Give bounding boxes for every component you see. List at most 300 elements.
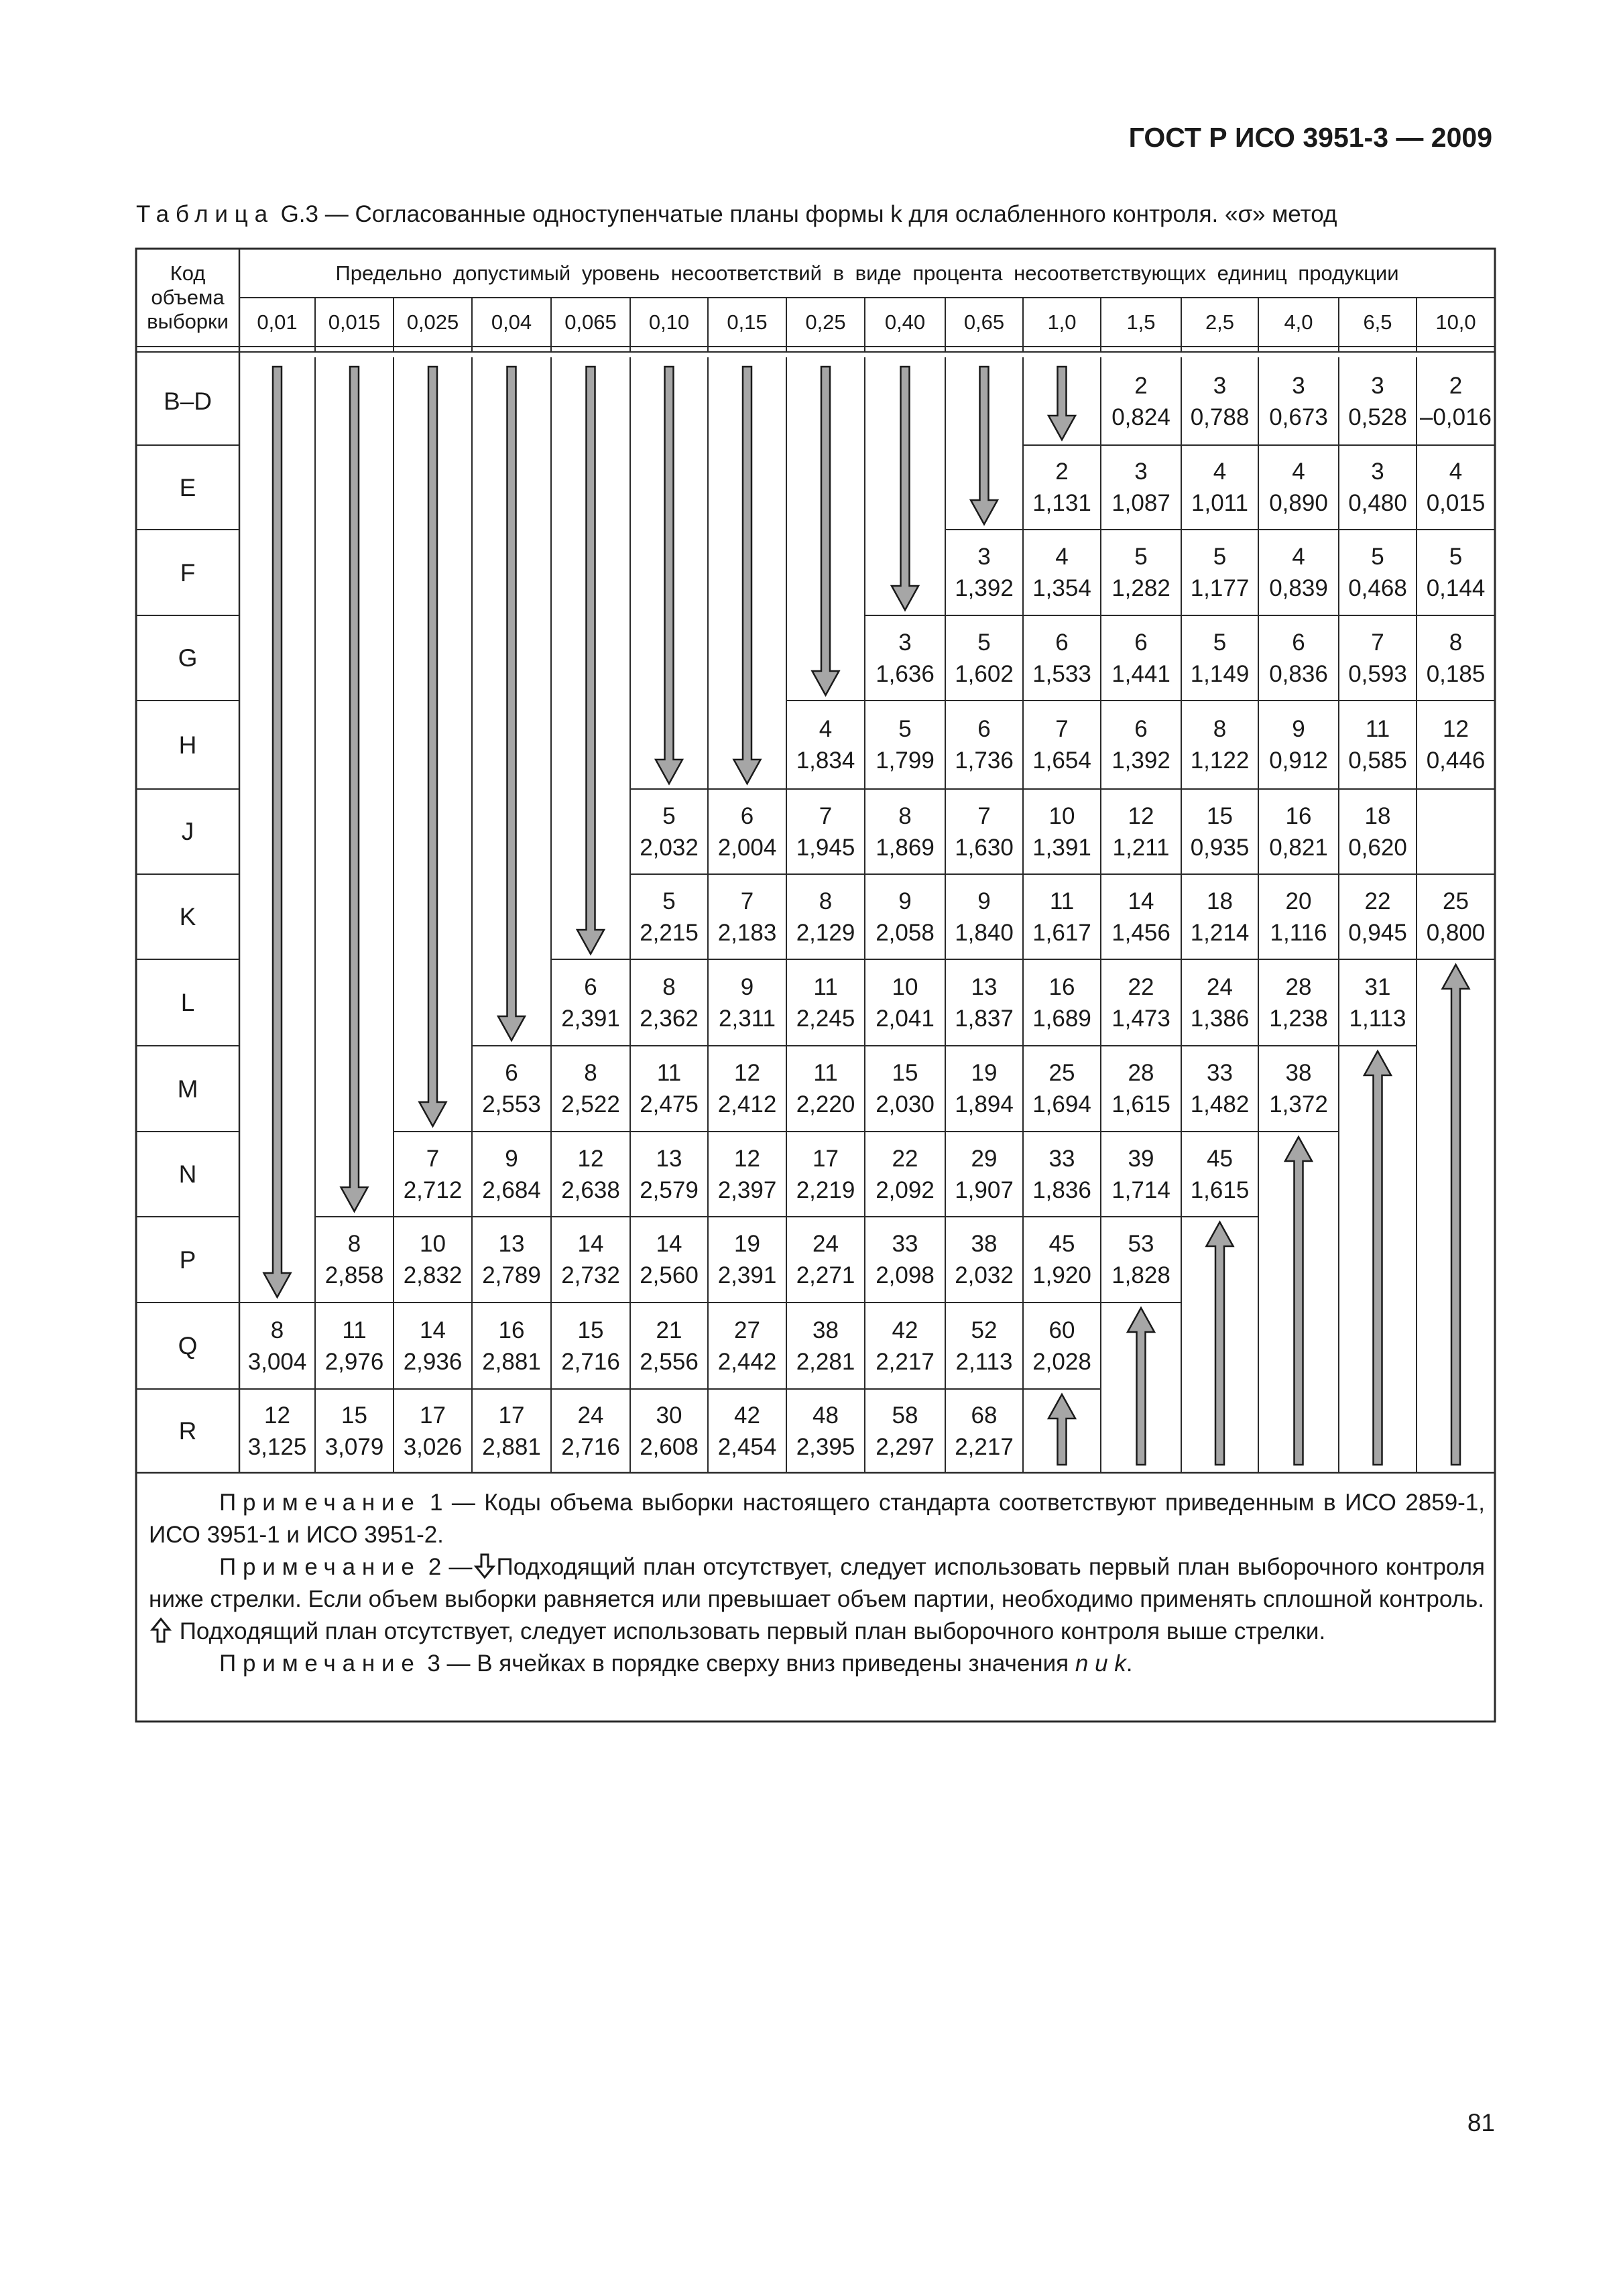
value-cell: [945, 959, 1023, 1046]
value-cell-line: 4: [1449, 459, 1463, 485]
value-cell-line: 2,004: [717, 834, 777, 861]
value-cell-line: 11: [342, 1317, 367, 1343]
value-cell-line: 8: [1213, 716, 1227, 742]
row-code-3: G: [178, 644, 198, 672]
value-cell-line: 12: [264, 1402, 290, 1429]
value-cell-line: 7: [977, 802, 991, 829]
value-cell-line: 19: [734, 1231, 760, 1257]
note-up-text: Подходящий план отсутствует, следует использовать первый план выборочного контроля выше стрелки.: [179, 1618, 1326, 1644]
value-cell-line: 7: [1055, 716, 1069, 742]
value-cell: [1417, 357, 1495, 445]
value-cell: [945, 1217, 1023, 1303]
down-arrow-icon: [971, 367, 998, 524]
value-cell-line: 22: [1128, 973, 1154, 1000]
row-code-0: B–D: [164, 387, 212, 415]
value-cell-line: 2,058: [876, 919, 935, 946]
row-code-8: M: [177, 1075, 198, 1103]
down-arrow-icon: [734, 367, 761, 784]
value-cell-line: 2,684: [482, 1176, 541, 1203]
value-cell-line: 2,281: [796, 1348, 855, 1375]
value-cell-line: 0,468: [1348, 575, 1407, 601]
value-cell: [394, 1389, 472, 1473]
value-cell-line: 1,392: [955, 575, 1014, 601]
value-cell-line: 1,177: [1190, 575, 1250, 601]
value-cell: [708, 1132, 786, 1217]
code-column-header: Код объема выборки: [147, 261, 229, 333]
value-cell-line: 2,522: [561, 1091, 620, 1117]
value-cell-line: 0,912: [1269, 747, 1328, 774]
value-cell-line: 1,836: [1032, 1176, 1091, 1203]
down-arrow-icon: [656, 367, 682, 784]
note-3-text: 3 — В ячейках в порядке сверху вниз приведены значения: [427, 1650, 1069, 1677]
value-cell: [1023, 445, 1101, 530]
up-arrow-icon: [1443, 965, 1469, 1465]
value-cell: [865, 789, 945, 874]
value-cell: [551, 1046, 630, 1132]
value-cell-line: 5: [1213, 544, 1227, 570]
value-cell: [1258, 701, 1339, 789]
value-cell-line: 8: [819, 888, 833, 914]
value-cell-line: 3: [1371, 459, 1384, 485]
value-cell-line: 6: [1055, 629, 1069, 656]
value-cell: [1023, 1217, 1101, 1303]
value-cell-line: 0,585: [1348, 747, 1407, 774]
value-cell: [1339, 874, 1417, 959]
value-cell-line: 14: [1128, 888, 1154, 914]
value-cell-line: 1,894: [955, 1091, 1014, 1117]
value-cell: [708, 789, 786, 874]
note-2-label: Примечание: [219, 1554, 421, 1580]
value-cell-line: 1,714: [1111, 1176, 1170, 1203]
value-cell: [472, 1217, 551, 1303]
value-cell-line: 1,617: [1032, 919, 1091, 946]
value-cell-line: 0,945: [1348, 919, 1407, 946]
value-cell-line: 2: [1449, 372, 1463, 399]
value-cell-line: 7: [740, 888, 754, 914]
value-cell-line: 13: [498, 1231, 525, 1257]
down-arrow-icon: [420, 367, 446, 1126]
value-cell-line: 1,654: [1032, 747, 1091, 774]
value-cell-line: 2,395: [796, 1433, 855, 1460]
note-1-label: Примечание: [219, 1490, 421, 1516]
value-cell-line: 7: [819, 802, 833, 829]
value-cell-line: 5: [662, 802, 676, 829]
value-cell: [708, 1389, 786, 1473]
value-cell: [1258, 445, 1339, 530]
value-cell: [1258, 789, 1339, 874]
value-cell-line: 29: [971, 1145, 998, 1172]
up-arrow-icon: [1048, 1394, 1075, 1465]
value-cell-line: 15: [1207, 802, 1233, 829]
value-cell: [630, 1046, 708, 1132]
note-3-k: k: [1114, 1650, 1126, 1677]
value-cell-line: 22: [892, 1145, 918, 1172]
down-arrow-icon: [264, 367, 291, 1297]
value-cell-line: 5: [662, 888, 676, 914]
value-cell: [786, 1389, 865, 1473]
value-cell: [945, 789, 1023, 874]
value-cell-line: 2,129: [796, 919, 855, 946]
value-cell: [786, 874, 865, 959]
value-cell-line: 3,026: [403, 1433, 463, 1460]
value-cell: [1417, 530, 1495, 615]
value-cell-line: 2,217: [876, 1348, 935, 1375]
value-cell-line: 1,837: [955, 1005, 1014, 1032]
value-cell: [1181, 789, 1258, 874]
value-cell-line: 1,238: [1269, 1005, 1328, 1032]
value-cell: [1339, 445, 1417, 530]
aql-header-1: 0,015: [328, 310, 381, 334]
value-cell: [1181, 959, 1258, 1046]
value-cell-line: 2,638: [561, 1176, 620, 1203]
value-cell-line: 0,673: [1269, 404, 1328, 430]
value-cell: [239, 1303, 315, 1389]
value-cell-line: 1,615: [1111, 1091, 1170, 1117]
value-cell-line: 14: [420, 1317, 446, 1343]
value-cell-line: 45: [1207, 1145, 1233, 1172]
value-cell-line: 4: [1055, 544, 1069, 570]
value-cell: [630, 1132, 708, 1217]
value-cell-line: 1,834: [796, 747, 855, 774]
value-cell-line: 2,032: [640, 834, 699, 861]
value-cell-line: 2,391: [717, 1262, 777, 1288]
value-cell: [1023, 959, 1101, 1046]
down-arrow-icon: [498, 367, 525, 1040]
value-cell-line: 24: [813, 1231, 839, 1257]
value-cell-line: 15: [892, 1060, 918, 1086]
value-cell-line: 1,907: [955, 1176, 1014, 1203]
value-cell-line: 6: [1292, 629, 1305, 656]
value-cell-line: 8: [1449, 629, 1463, 656]
value-cell-line: 2,412: [717, 1091, 777, 1117]
value-cell-line: 3: [898, 629, 912, 656]
value-cell: [786, 789, 865, 874]
value-cell-line: 4: [1292, 459, 1305, 485]
aql-header-13: 4,0: [1284, 310, 1313, 334]
value-cell-line: 2,245: [796, 1005, 855, 1032]
value-cell-line: 4: [1213, 459, 1227, 485]
value-cell-line: 2,391: [561, 1005, 620, 1032]
value-cell-line: 1,473: [1111, 1005, 1170, 1032]
value-cell: [315, 1303, 394, 1389]
value-cell-line: 2,220: [796, 1091, 855, 1117]
value-cell-line: 0,144: [1426, 575, 1486, 601]
value-cell: [786, 1132, 865, 1217]
note-3: [149, 1648, 1485, 1680]
value-cell: [472, 1046, 551, 1132]
value-cell-line: 4: [1292, 544, 1305, 570]
value-cell-line: 9: [740, 973, 754, 1000]
value-cell: [865, 1389, 945, 1473]
aql-header-12: 2,5: [1205, 310, 1235, 334]
value-cell-line: 2,716: [561, 1348, 620, 1375]
value-cell-line: 42: [892, 1317, 918, 1343]
value-cell-line: 1,736: [955, 747, 1014, 774]
value-cell-line: 1,456: [1111, 919, 1170, 946]
value-cell-line: 16: [1285, 802, 1312, 829]
value-cell: [1181, 615, 1258, 701]
value-cell-line: 18: [1364, 802, 1391, 829]
row-code-4: H: [178, 731, 197, 759]
value-cell-line: 17: [420, 1402, 446, 1429]
value-cell-line: 2,936: [403, 1348, 463, 1375]
value-cell-line: 3: [1371, 372, 1384, 399]
value-cell-line: 1,214: [1190, 919, 1250, 946]
value-cell-line: 0,446: [1426, 747, 1486, 774]
value-cell-line: 1,116: [1270, 919, 1327, 946]
aql-header-11: 1,5: [1126, 310, 1156, 334]
value-cell-line: 5: [977, 629, 991, 656]
value-cell-line: 2,712: [403, 1176, 463, 1203]
value-cell: [786, 701, 865, 789]
value-cell-line: 1,113: [1349, 1005, 1406, 1032]
value-cell: [708, 959, 786, 1046]
value-cell-line: 28: [1285, 973, 1312, 1000]
value-cell-line: 27: [734, 1317, 760, 1343]
down-arrow-icon: [341, 367, 368, 1211]
value-cell-line: 1,149: [1190, 660, 1250, 687]
note-1-text: 1 — Коды объема выборки настоящего стандарта соответствуют приведенным в ИСО 2859-1, ИСО 3951-1 и ИСО 3951-2.: [149, 1490, 1485, 1548]
value-cell-line: 2,732: [561, 1262, 620, 1288]
aql-header-3: 0,04: [491, 310, 532, 334]
value-cell-line: 11: [656, 1060, 682, 1086]
value-cell: [865, 1303, 945, 1389]
value-cell-line: 1,920: [1032, 1262, 1091, 1288]
value-cell-line: 2,397: [717, 1176, 777, 1203]
value-cell-line: 12: [577, 1145, 604, 1172]
value-cell: [1181, 357, 1258, 445]
value-cell-line: 38: [971, 1231, 998, 1257]
value-cell-line: 1,386: [1190, 1005, 1250, 1032]
value-cell: [1417, 615, 1495, 701]
value-cell-line: 1,799: [876, 747, 935, 774]
value-cell-line: 2,556: [640, 1348, 699, 1375]
value-cell-line: 2,362: [640, 1005, 699, 1032]
value-cell-line: 2,442: [717, 1348, 777, 1375]
value-cell-line: 0,836: [1269, 660, 1328, 687]
value-cell-line: 9: [898, 888, 912, 914]
value-cell-line: 33: [1207, 1060, 1233, 1086]
value-cell-line: 0,788: [1190, 404, 1250, 430]
aql-group-header: Предельно допустимый уровень несоответствий в виде процента несоответствующих единиц продукции: [335, 261, 1399, 285]
value-cell-line: 1,533: [1032, 660, 1091, 687]
value-cell: [1181, 1132, 1258, 1217]
value-cell-line: 1,372: [1269, 1091, 1328, 1117]
value-cell-line: 45: [1048, 1231, 1075, 1257]
down-arrow-icon: [1048, 367, 1075, 440]
row-code-5: J: [181, 818, 194, 845]
aql-header-5: 0,10: [648, 310, 690, 334]
value-cell-line: 5: [1213, 629, 1227, 656]
up-arrow-icon: [1285, 1137, 1312, 1465]
value-cell-line: 0,620: [1348, 834, 1407, 861]
value-cell: [1023, 615, 1101, 701]
page-number: 81: [1467, 2109, 1495, 2136]
value-cell-line: 33: [1048, 1145, 1075, 1172]
value-cell-line: 4: [819, 716, 833, 742]
value-cell-line: 2,092: [876, 1176, 935, 1203]
value-cell-line: 1,391: [1032, 834, 1091, 861]
value-cell: [786, 1303, 865, 1389]
value-cell-line: 2,041: [876, 1005, 935, 1032]
value-cell-line: 1,602: [955, 660, 1014, 687]
up-arrow-icon: [1207, 1222, 1234, 1465]
value-cell: [786, 959, 865, 1046]
row-code-2: F: [180, 558, 196, 587]
value-cell-line: 5: [1371, 544, 1384, 570]
value-cell-line: 2: [1055, 459, 1069, 485]
value-cell-line: 38: [1285, 1060, 1312, 1086]
value-cell-line: 1,011: [1191, 490, 1248, 516]
value-cell: [551, 1303, 630, 1389]
value-cell-line: 0,528: [1348, 404, 1407, 430]
value-cell-line: 0,890: [1269, 490, 1328, 516]
value-cell-line: 2,297: [876, 1433, 935, 1460]
aql-header-10: 1,0: [1047, 310, 1077, 334]
value-cell: [865, 1046, 945, 1132]
caption-text: G.3 — Согласованные одноступенчатые планы формы k для ослабленного контроля. «σ» метод: [280, 201, 1337, 227]
value-cell-line: 2,858: [324, 1262, 384, 1288]
arrow-up-icon: [149, 1618, 173, 1643]
value-cell: [708, 1217, 786, 1303]
value-cell: [315, 1389, 394, 1473]
value-cell: [1417, 701, 1495, 789]
value-cell-line: 42: [734, 1402, 760, 1429]
value-cell: [1181, 445, 1258, 530]
value-cell: [945, 1046, 1023, 1132]
value-cell-line: 11: [1365, 716, 1390, 742]
value-cell: [551, 1217, 630, 1303]
value-cell-line: 5: [898, 716, 912, 742]
value-cell: [1417, 445, 1495, 530]
value-cell-line: 1,441: [1111, 660, 1170, 687]
row-code-12: R: [178, 1417, 197, 1445]
value-cell-line: 1,087: [1111, 490, 1170, 516]
value-cell-line: 2,454: [717, 1433, 777, 1460]
value-cell: [394, 1132, 472, 1217]
value-cell: [865, 874, 945, 959]
value-cell-line: 2,579: [640, 1176, 699, 1203]
value-cell: [708, 1046, 786, 1132]
value-cell: [786, 1046, 865, 1132]
value-cell-line: 18: [1207, 888, 1233, 914]
value-cell: [551, 1132, 630, 1217]
value-cell-line: 1,211: [1112, 834, 1170, 861]
value-cell-line: 2,832: [403, 1262, 463, 1288]
aql-header-8: 0,40: [884, 310, 926, 334]
value-cell-line: 31: [1364, 973, 1391, 1000]
value-cell-line: 0,480: [1348, 490, 1407, 516]
value-cell-line: –0,016: [1419, 404, 1492, 430]
aql-header-14: 6,5: [1363, 310, 1392, 334]
value-cell: [708, 874, 786, 959]
down-arrow-icon: [577, 367, 604, 954]
value-cell-line: 25: [1048, 1060, 1075, 1086]
value-cell-line: 1,282: [1111, 575, 1170, 601]
aql-header-9: 0,65: [963, 310, 1005, 334]
value-cell: [1101, 959, 1181, 1046]
value-cell: [1101, 1217, 1181, 1303]
value-cell: [472, 1303, 551, 1389]
value-cell-line: 28: [1128, 1060, 1154, 1086]
value-cell: [1023, 1303, 1101, 1389]
value-cell: [865, 1132, 945, 1217]
row-code-1: E: [179, 473, 196, 501]
value-cell-line: 3,004: [247, 1348, 307, 1375]
value-cell-line: 12: [734, 1145, 760, 1172]
value-cell: [1417, 874, 1495, 959]
value-cell-line: 1,840: [955, 919, 1014, 946]
value-cell: [945, 874, 1023, 959]
value-cell-line: 2,881: [482, 1433, 541, 1460]
note-2: [149, 1551, 1485, 1616]
value-cell: [1023, 1132, 1101, 1217]
value-cell-line: 11: [1049, 888, 1075, 914]
value-cell: [945, 530, 1023, 615]
value-cell: [708, 1303, 786, 1389]
value-cell: [1101, 789, 1181, 874]
value-cell: [472, 1132, 551, 1217]
aql-header-4: 0,065: [564, 310, 617, 334]
value-cell: [1101, 530, 1181, 615]
note-2-prefix: 2 —: [428, 1554, 473, 1580]
row-code-9: N: [178, 1160, 197, 1188]
value-cell: [1101, 1132, 1181, 1217]
value-cell-line: 6: [584, 973, 597, 1000]
value-cell: [1101, 874, 1181, 959]
value-cell-line: 2: [1134, 372, 1148, 399]
value-cell-line: 3: [1292, 372, 1305, 399]
value-cell: [945, 1389, 1023, 1473]
value-cell-line: 8: [270, 1317, 284, 1343]
value-cell: [1023, 530, 1101, 615]
value-cell-line: 48: [813, 1402, 839, 1429]
value-cell-line: 6: [977, 716, 991, 742]
value-cell-line: 8: [662, 973, 676, 1000]
value-cell-line: 1,131: [1032, 490, 1091, 516]
value-cell-line: 24: [577, 1402, 604, 1429]
value-cell: [315, 1217, 394, 1303]
value-cell: [630, 874, 708, 959]
value-cell-line: 2,217: [955, 1433, 1014, 1460]
value-cell-line: 1,630: [955, 834, 1014, 861]
value-cell-line: 33: [892, 1231, 918, 1257]
value-cell: [1258, 959, 1339, 1046]
value-cell-line: 3: [1213, 372, 1227, 399]
value-cell-line: 1,615: [1190, 1176, 1250, 1203]
value-cell: [865, 1217, 945, 1303]
value-cell: [1339, 701, 1417, 789]
value-cell-line: 9: [977, 888, 991, 914]
value-cell-line: 1,694: [1032, 1091, 1091, 1117]
value-cell-line: 6: [1134, 716, 1148, 742]
value-cell: [945, 701, 1023, 789]
table-notes: [149, 1487, 1485, 1680]
value-cell-line: 68: [971, 1402, 998, 1429]
value-cell-line: 1,945: [796, 834, 855, 861]
value-cell-line: 25: [1443, 888, 1469, 914]
value-cell-line: 12: [734, 1060, 760, 1086]
value-cell-line: 6: [505, 1060, 518, 1086]
value-cell-line: 20: [1285, 888, 1312, 914]
value-cell-line: 0,593: [1348, 660, 1407, 687]
value-cell-line: 17: [813, 1145, 839, 1172]
value-cell: [1101, 445, 1181, 530]
value-cell-line: 1,482: [1190, 1091, 1250, 1117]
value-cell-line: 22: [1364, 888, 1391, 914]
arrow-down-icon: [473, 1553, 497, 1579]
value-cell-line: 5: [1449, 544, 1463, 570]
